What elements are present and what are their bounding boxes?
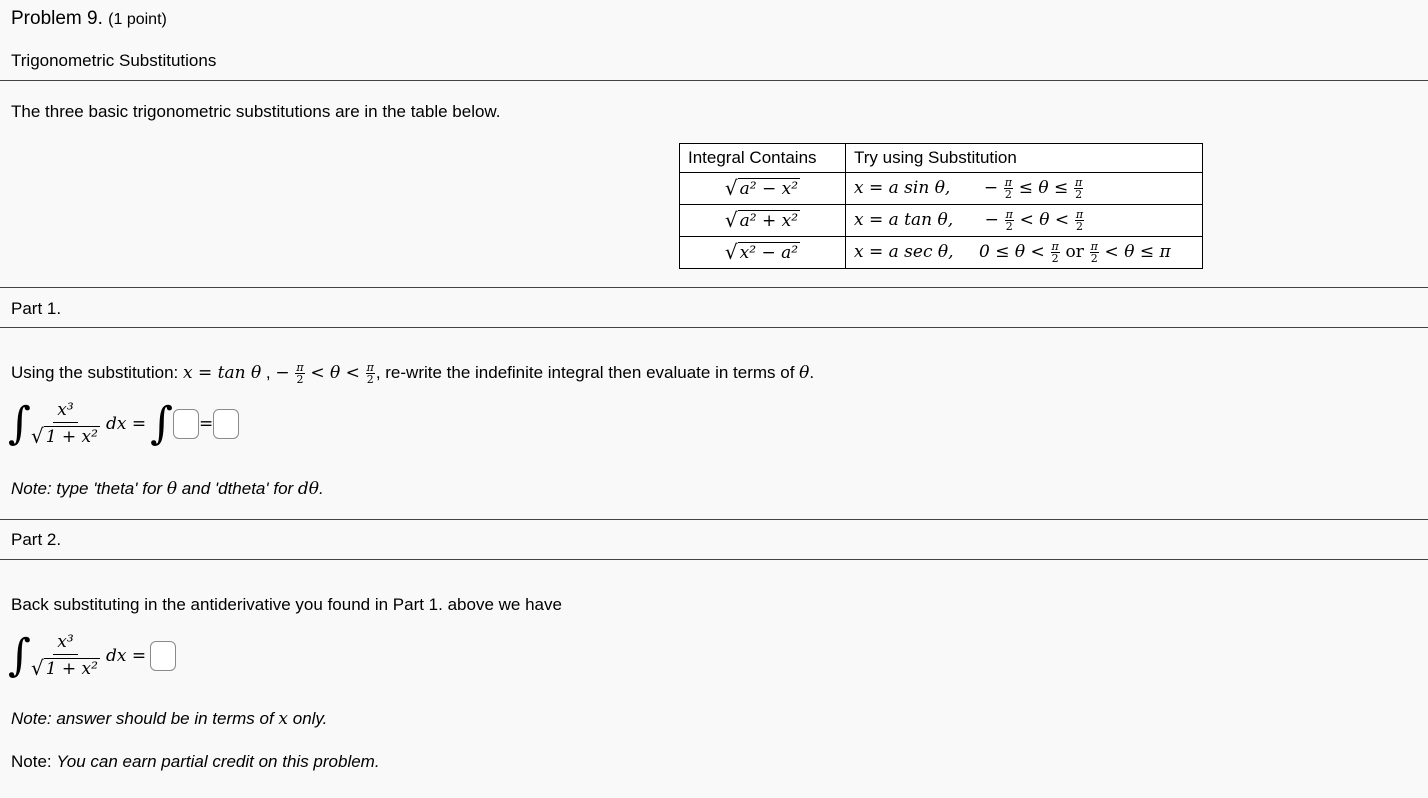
divider [0, 327, 1428, 328]
answer-integrand-input[interactable] [173, 409, 199, 439]
table-row: √ a² + x² x = a tan θ, − $\frac{\pi}{2}$ < θ < $\frac{\pi}{2}$ [680, 205, 1203, 237]
part1-instruction: Using the substitution: x = tan θ , − $\frac{\pi}{2}$ < θ < $\frac{\pi}{2}$ , re-write the indefinite integral then evaluate in terms of θ. [11, 361, 815, 386]
intro-text: The three basic trigonometric substitutions are in the table below. [11, 102, 501, 121]
answer-antiderivative-x-input[interactable] [150, 641, 176, 671]
part1-note: Note: type 'theta' for θ and 'dtheta' for dθ. [11, 479, 324, 499]
divider [0, 80, 1428, 81]
integral-sign: ∫ [8, 630, 31, 681]
part1-label: Part 1. [11, 299, 62, 318]
divider [0, 287, 1428, 288]
part2-label: Part 2. [11, 530, 62, 549]
problem-subtitle: Trigonometric Substitutions [11, 51, 217, 70]
divider [0, 519, 1428, 520]
table-header-row [680, 144, 1203, 173]
answer-antiderivative-theta-input[interactable] [213, 409, 239, 439]
partial-credit-note: Note: You can earn partial credit on this problem. [11, 752, 380, 771]
problem-points: (1 point) [108, 11, 167, 28]
part2-note: Note: answer should be in terms of x only. [11, 709, 328, 729]
part2-instruction: Back substituting in the antiderivative you found in Part 1. above we have [11, 595, 562, 614]
table-row: √ x² − a² x = a sec θ, 0 ≤ θ < $\frac{\pi}{2}$ or $\frac{\pi}{2}$ < θ ≤ π [680, 237, 1203, 269]
col-try-substitution: Try using Substitution [846, 144, 1203, 173]
substitution-table [679, 143, 1203, 269]
integral-sign: ∫ [8, 398, 31, 449]
col-integral-contains: Integral Contains [680, 144, 846, 173]
part2-integral: ∫ x³ √ 1 + x² dx = [8, 632, 176, 680]
problem-title: Problem 9. (1 point) [11, 8, 167, 29]
table-row: √ a² − x² x = a sin θ, − $\frac{\pi}{2}$ ≤ θ ≤ $\frac{\pi}{2}$ [680, 173, 1203, 205]
part1-integral: ∫ x³ √ 1 + x² dx = ∫ = [8, 400, 239, 448]
divider [0, 559, 1428, 560]
integral-sign: ∫ [150, 398, 174, 449]
